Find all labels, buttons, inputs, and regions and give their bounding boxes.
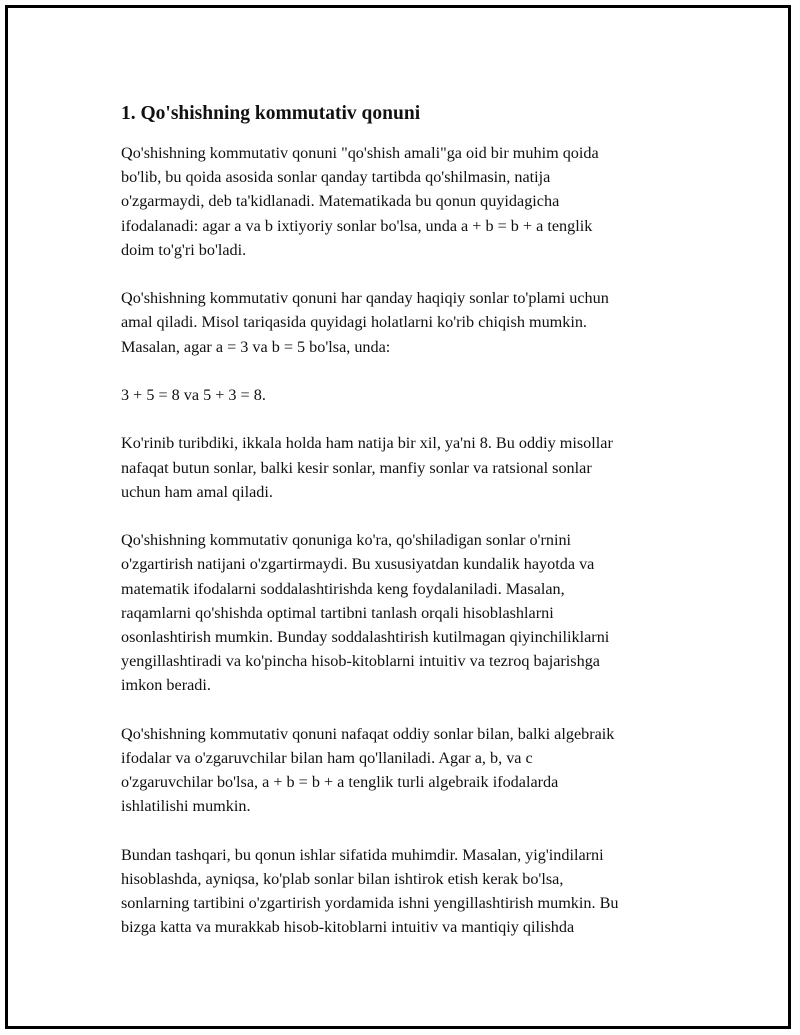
paragraph-7: Bundan tashqari, bu qonun ishlar sifatida muhimdir. Masalan, yig'indilarni hisoblashda, ayniqsa, ko'plab sonlar bilan ishtirok etish kerak bo'lsa, sonlarning tartibini o'zgartirish yordamida ishni yengillashtirish mumkin. Bu bizga katta va murakkab hisob-kitoblarni intuitiv va mantiqiy qilishda <box>121 845 619 937</box>
paragraph-1: Qo'shishning kommutativ qonuni "qo'shish amali"ga oid bir muhim qoida bo'lib, bu qoida asosida sonlar qanday tartibda qo'shilmasin, natija o'zgarmaydi, deb ta'kidlanadi. Matematikada bu qonun quyidagicha ifodalanadi: agar a va b ixtiyoriy sonlar bo'lsa, unda a + b = b + a tenglik doim to'g'ri bo'ladi. <box>121 144 599 259</box>
document-body <box>121 101 696 964</box>
paragraph-3-example: 3 + 5 = 8 va 5 + 3 = 8. <box>121 386 266 404</box>
paragraph-6: Qo'shishning kommutativ qonuni nafaqat oddiy sonlar bilan, balki algebraik ifodalar va o'zgaruvchilar bilan ham qo'llaniladi. Agar a, b, va c o'zgaruvchilar bo'lsa, a + b = b + a tenglik turli algebraik ifodalarda ishlatilishi mumkin. <box>121 724 615 816</box>
paragraph-2: Qo'shishning kommutativ qonuni har qanday haqiqiy sonlar to'plami uchun amal qiladi. Misol tariqasida quyidagi holatlarni ko'rib chiqish mumkin. Masalan, agar a = 3 va b = 5 bo'lsa, unda: <box>121 289 609 356</box>
page-frame <box>5 5 791 1029</box>
section-title: 1. Qo'shishning kommutativ qonuni <box>121 103 421 124</box>
paragraph-5: Qo'shishning kommutativ qonuniga ko'ra, qo'shiladigan sonlar o'rnini o'zgartirish natijani o'zgartirmaydi. Bu xususiyatdan kundalik hayotda va matematik ifodalarni soddalashtirishda keng foydalaniladi. Masalan, raqamlarni qo'shishda optimal tartibni tanlash orqali hisoblashlarni osonlashtirish mumkin. Bunday soddalashtirish kutilmagan qiyinchiliklarni yengillashtiradi va ko'pincha hisob-kitoblarni intuitiv va tezroq bajarishga imkon beradi. <box>121 531 610 695</box>
paragraph-4: Ko'rinib turibdiki, ikkala holda ham natija bir xil, ya'ni 8. Bu oddiy misollar nafaqat butun sonlar, balki kesir sonlar, manfiy sonlar va ratsional sonlar uchun ham amal qiladi. <box>121 434 613 501</box>
